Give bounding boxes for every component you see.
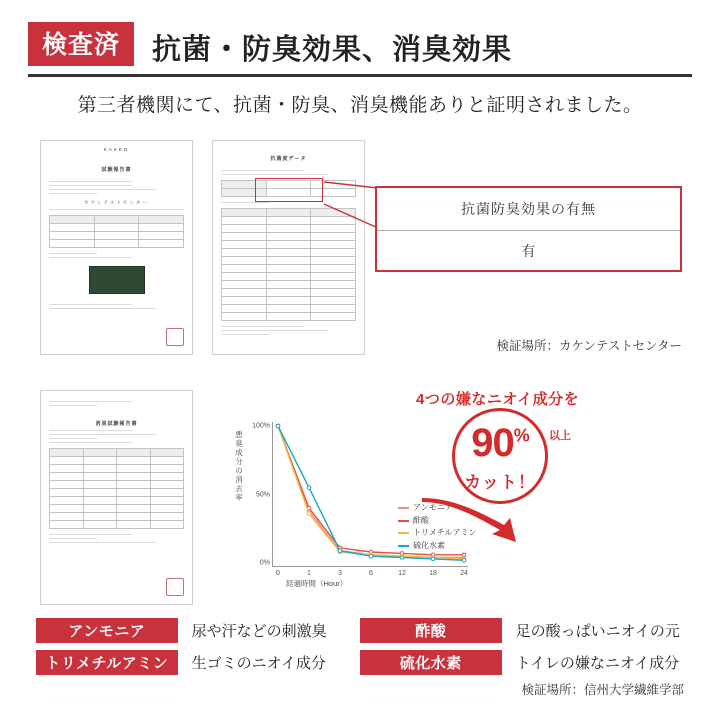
chart-x-tick: 12 (398, 570, 406, 577)
legend-label: 硫化水素 (413, 540, 445, 550)
document-1-table (49, 215, 184, 248)
legend-label: アンモニア (413, 503, 453, 512)
lead-text: 第三者機関にて、抗菌・防臭、消臭機能ありと証明されました。 (77, 95, 643, 116)
source-caption-2: 検証場所：信州大学繊維学部 (521, 683, 684, 697)
cut-percent-value: 90% (471, 421, 529, 465)
chart-x-tick: 3 (338, 570, 342, 577)
highlight-box (255, 178, 323, 202)
cut-callout-heading: 4つの嫌なニオイ成分を (416, 391, 580, 408)
cut-label: カット！ (464, 473, 536, 492)
odor-desc-ammonia: 尿や汗などの刺激臭 (191, 623, 327, 640)
document-1-stamp (166, 328, 184, 346)
document-2-table-main (221, 208, 356, 321)
legend-swatch (398, 532, 409, 534)
cut-over-label: 以上 (549, 430, 571, 442)
document-1-org: カケンテストセンター (83, 200, 150, 205)
document-2-title: 抗菌度データ (270, 156, 307, 162)
document-3-title: 消臭試験報告書 (95, 421, 138, 427)
odor-desc-hydrogen-sulfide: トイレの嫌なニオイ成分 (515, 655, 680, 672)
odor-desc-acetic-acid: 足の酸っぱいニオイの元 (515, 623, 680, 640)
chart-x-axis-label: 経過時間（Hour） (286, 579, 348, 588)
chart-x-tick: 18 (429, 570, 437, 577)
odor-legend-table (36, 618, 684, 682)
document-thumbnail-1 (40, 140, 193, 355)
odor-desc-trimethylamine: 生ゴミのニオイ成分 (191, 655, 326, 672)
chart-x-tick: 1 (307, 570, 311, 577)
document-1-title: 試験報告書 (101, 167, 132, 173)
chart-x-tick: 6 (369, 570, 373, 577)
cut-callout-circle (452, 408, 571, 504)
chart-y-tick: 50% (255, 491, 270, 498)
odor-tag-hydrogen-sulfide: 硫化水素 (360, 650, 502, 675)
chart-y-axis-label: 悪臭成分の消去率 (235, 430, 243, 502)
source-caption-1: 検証場所：カケンテストセンター (496, 339, 682, 353)
chart-x-tick: 0 (276, 570, 280, 577)
red-arrow-icon (420, 498, 520, 546)
document-1-brand: KAKEN (103, 147, 130, 152)
odor-reduction-chart (226, 382, 486, 602)
legend-swatch (398, 507, 409, 509)
document-thumbnail-3 (40, 390, 193, 605)
legend-label: 酢酸 (413, 515, 429, 525)
odor-tag-acetic-acid: 酢酸 (360, 618, 502, 643)
header (28, 22, 692, 77)
callout-answer: 有 (521, 243, 536, 259)
document-3-stamp (166, 578, 184, 596)
odor-row (36, 650, 684, 675)
legend-swatch (398, 520, 409, 522)
result-callout (375, 186, 682, 272)
callout-question: 抗菌防臭効果の有無 (377, 188, 680, 231)
page-title: 抗菌・防臭効果、消臭効果 (152, 33, 513, 66)
document-3-table (49, 448, 184, 529)
legend-label: トリメチルアミン (413, 528, 477, 537)
document-thumbnail-2 (212, 140, 365, 355)
odor-tag-ammonia: アンモニア (36, 618, 178, 643)
document-1-fabric-swatch (89, 266, 145, 294)
chart-y-tick: 100% (252, 422, 270, 430)
chart-y-tick: 0% (259, 559, 270, 567)
legend-swatch (398, 545, 409, 547)
inspected-badge: 検査済 (28, 22, 134, 66)
odor-tag-trimethylamine: トリメチルアミン (36, 650, 178, 675)
chart-x-tick: 24 (460, 570, 468, 577)
odor-row (36, 618, 684, 643)
